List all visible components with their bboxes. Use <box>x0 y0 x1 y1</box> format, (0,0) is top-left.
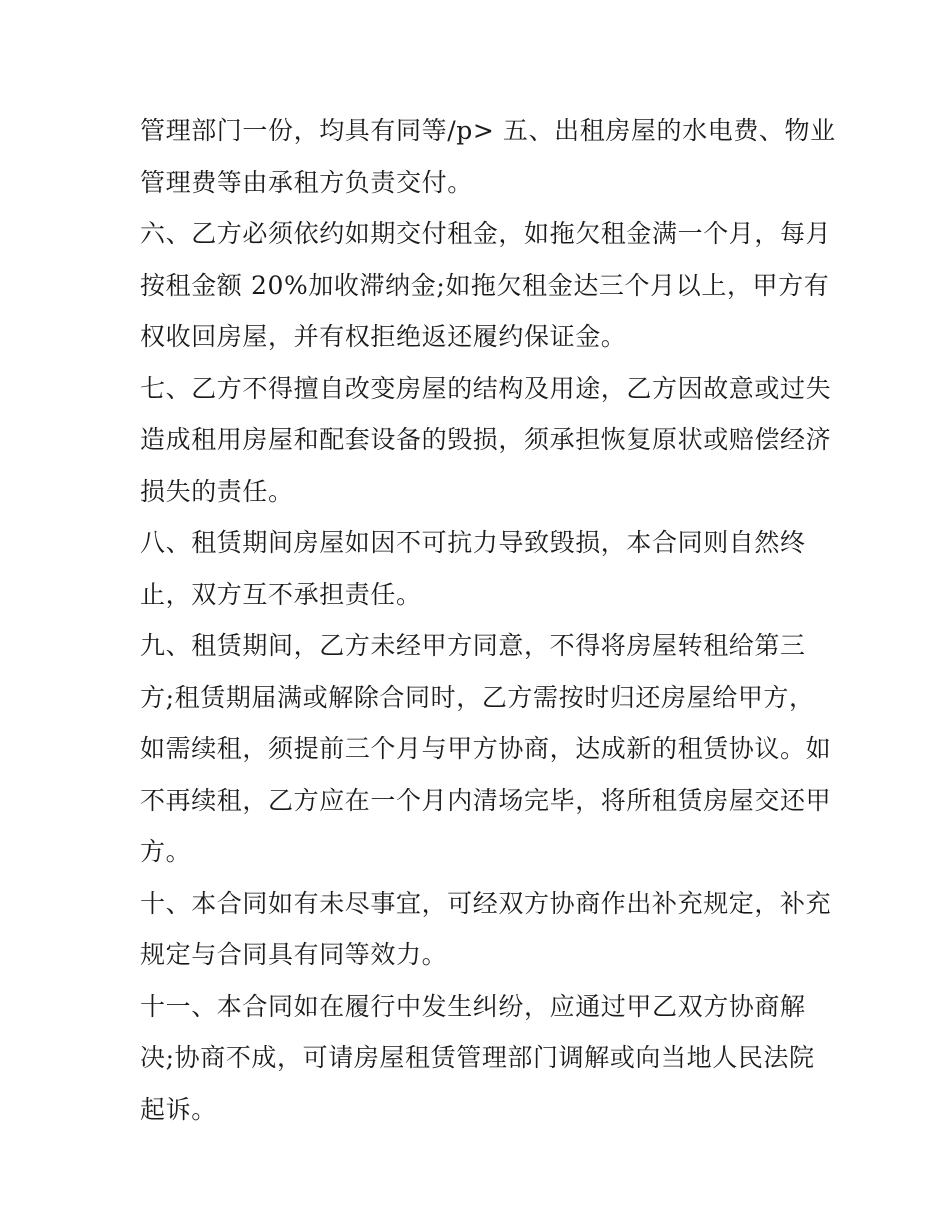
text-line: 十一、本合同如在履行中发生纠纷，应通过甲乙双方协商解 <box>140 991 806 1021</box>
text-line: 八、租赁期间房屋如因不可抗力导致毁损，本合同则自然终 <box>140 528 806 557</box>
text-line: 六、乙方必须依约如期交付租金，如拖欠租金满一个月，每月 <box>140 219 832 248</box>
text-line: 决;协商不成，可请房屋租赁管理部门调解或向当地人民法院 <box>140 1043 815 1072</box>
text-line: 方。 <box>140 837 192 866</box>
text-line: 不再续租，乙方应在一个月内清场完毕，将所租赁房屋交还甲 <box>140 785 832 815</box>
text-line: 方;租赁期届满或解除合同时，乙方需按时归还房屋给甲方， <box>140 682 815 712</box>
text-line: 管理费等由承租方负责交付。 <box>140 167 473 197</box>
text-line: 九、租赁期间，乙方未经甲方同意，不得将房屋转租给第三 <box>140 631 806 660</box>
text-line: 造成租用房屋和配套设备的毁损，须承担恢复原状或赔偿经济 <box>140 425 832 454</box>
text-line: 损失的责任。 <box>140 476 294 506</box>
text-line: 规定与合同具有同等效力。 <box>140 940 448 969</box>
text-line: 按租金额 20%加收滞纳金;如拖欠租金达三个月以上，甲方有 <box>140 270 830 300</box>
text-line: 止，双方互不承担责任。 <box>140 579 422 609</box>
text-line: 权收回房屋，并有权拒绝返还履约保证金。 <box>140 322 627 351</box>
text-line: 管理部门一份，均具有同等/p> 五、出租房屋的水电费、物业 <box>140 116 836 145</box>
text-line: 七、乙方不得擅自改变房屋的结构及用途，乙方因故意或过失 <box>140 373 832 403</box>
text-line: 起诉。 <box>140 1094 217 1124</box>
text-line: 十、本合同如有未尽事宜，可经双方协商作出补充规定，补充 <box>140 888 832 918</box>
contract-text <box>140 105 836 1135</box>
text-line: 如需续租，须提前三个月与甲方协商，达成新的租赁协议。如 <box>140 734 832 763</box>
